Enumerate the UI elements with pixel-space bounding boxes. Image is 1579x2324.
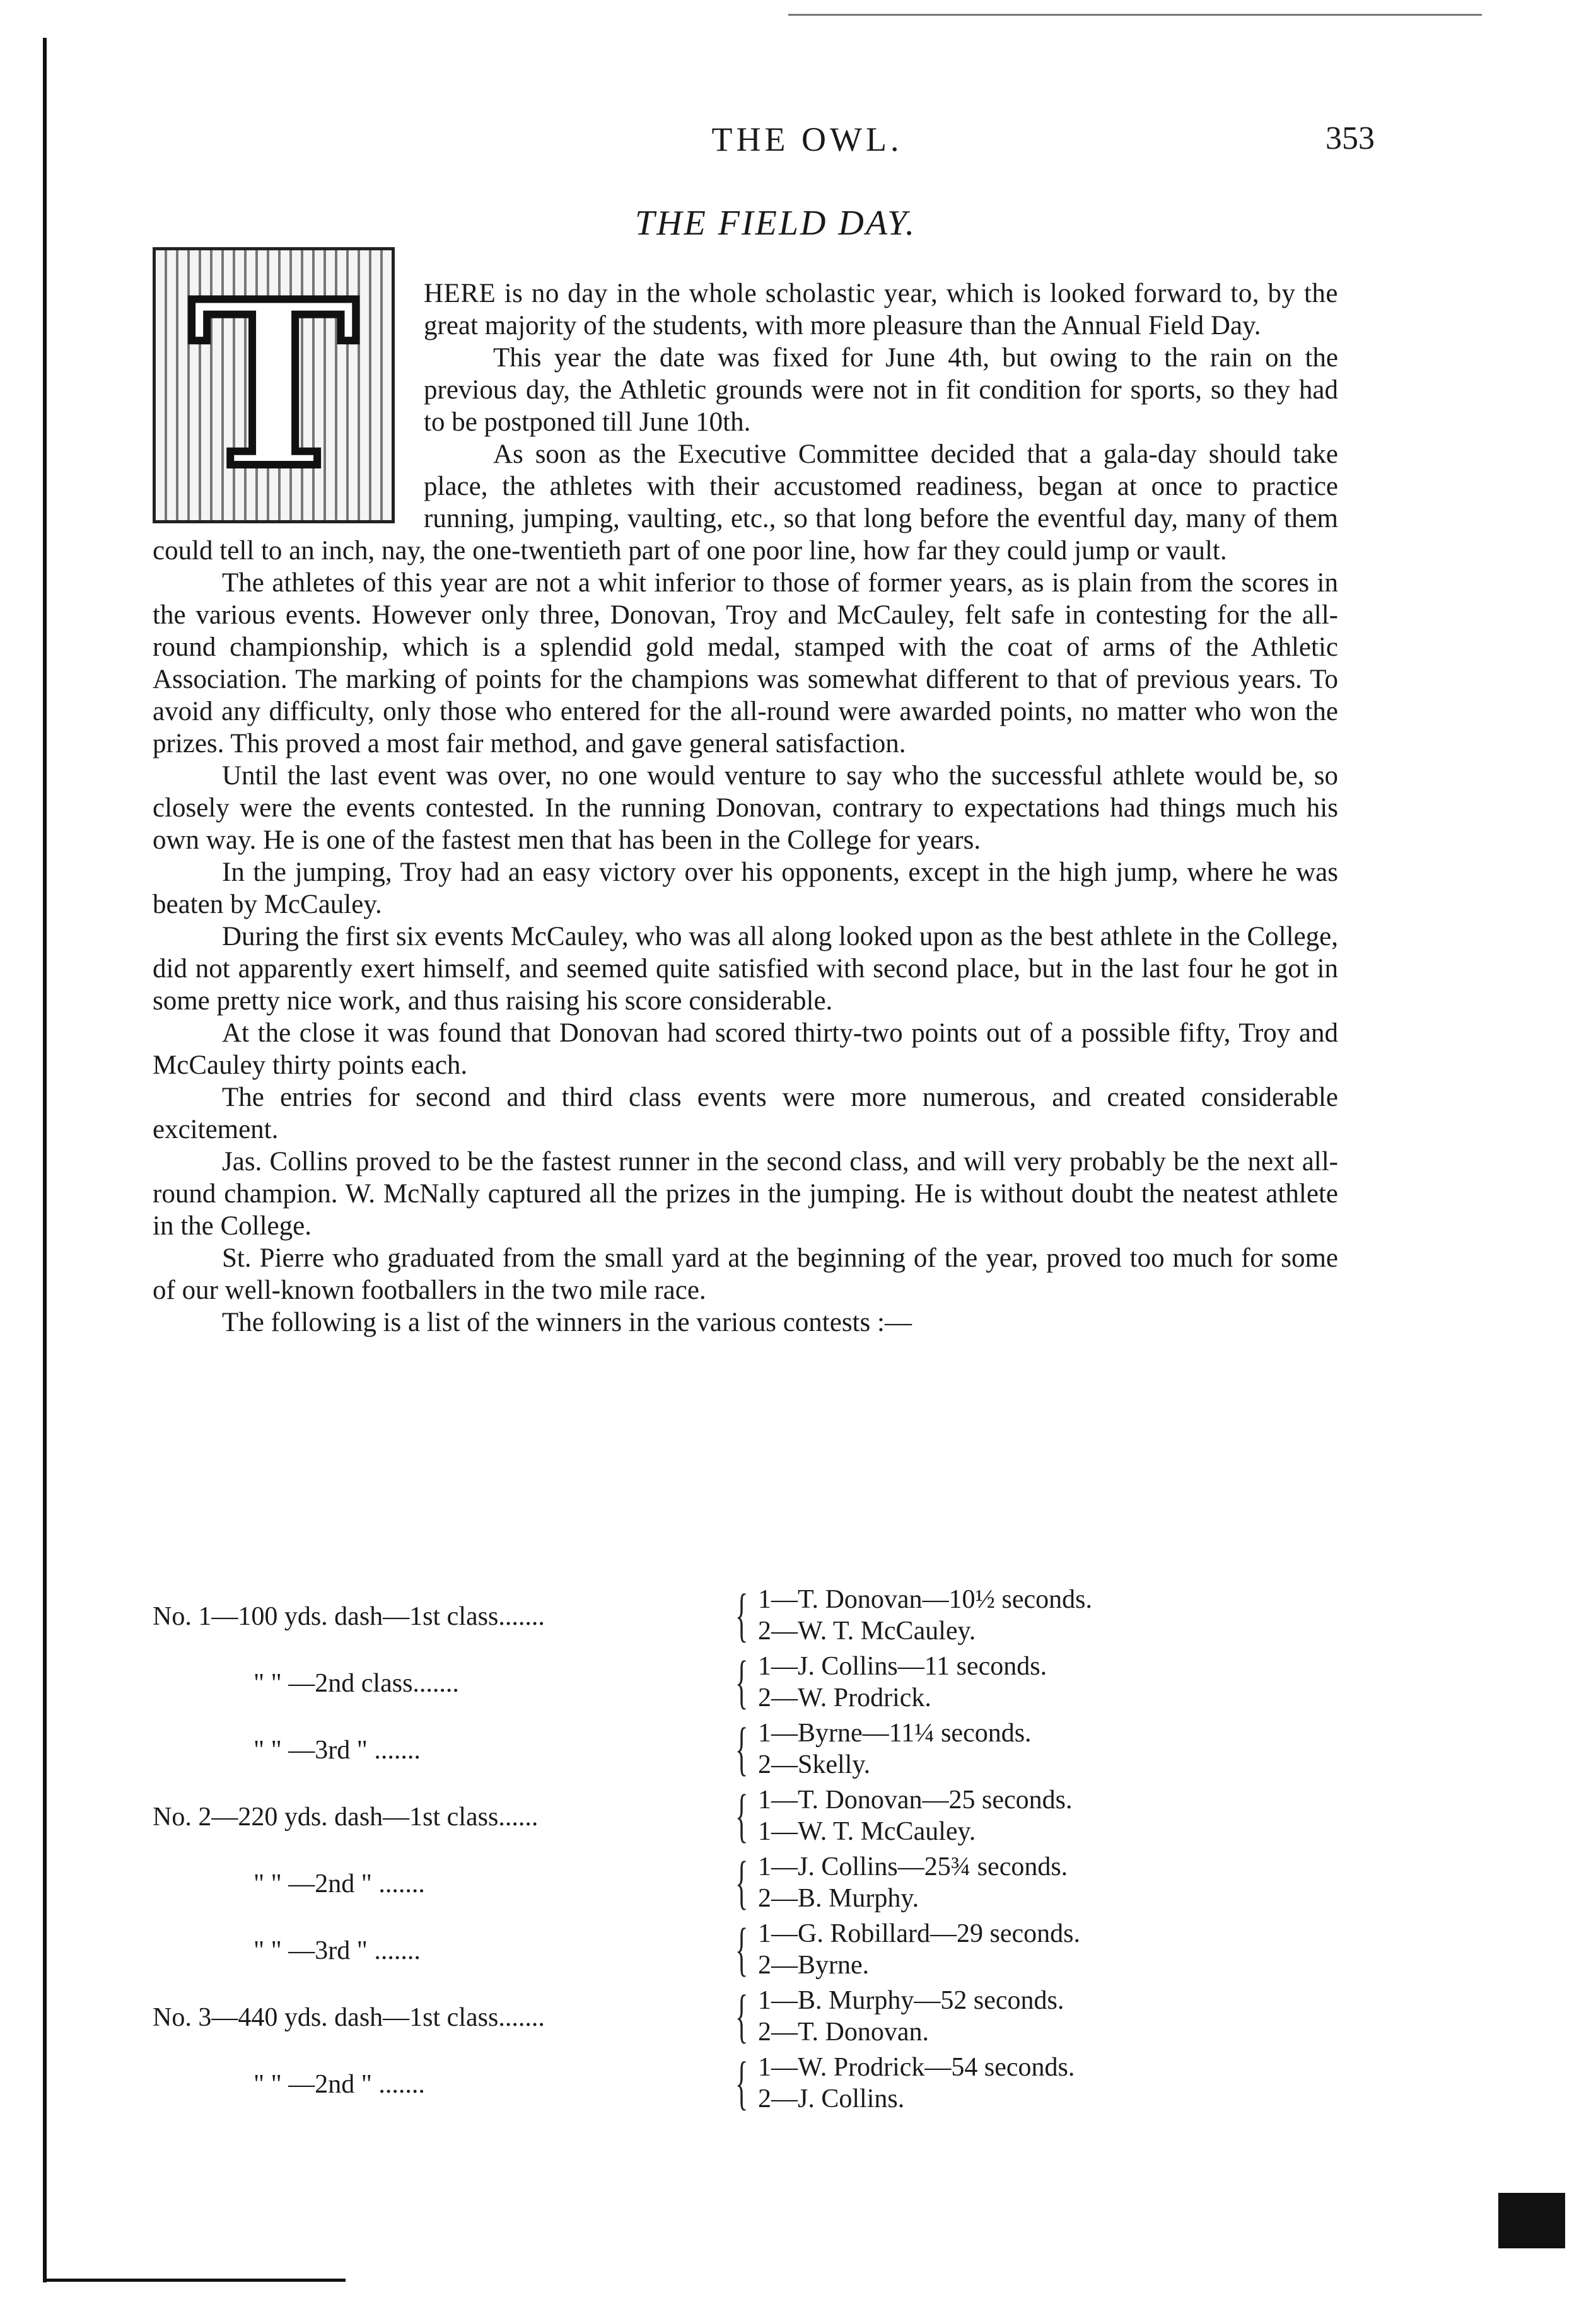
brace-mark: {	[735, 1649, 749, 1715]
drop-cap-spacer	[153, 247, 424, 518]
winners	[758, 2052, 1075, 2115]
paragraph: St. Pierre who graduated from the small yard at the beginning of the year, proved too much for some of our well-known footballers in the two mile race.	[153, 1243, 1338, 1305]
brace-mark: {	[735, 1850, 749, 1915]
event-label: No. 2—220 yds. dash—1st class......	[153, 1803, 539, 1832]
result-row	[153, 1717, 1338, 1784]
brace-mark: {	[735, 1984, 749, 2049]
event-label: No. 1—100 yds. dash—1st class.......	[153, 1602, 545, 1631]
event-label: No. 3—440 yds. dash—1st class.......	[153, 2003, 545, 2032]
winners	[758, 1918, 1080, 1981]
event-label: " " —3rd " .......	[253, 1736, 421, 1765]
winner-line: 2—B. Murphy.	[758, 1884, 919, 1913]
winner-line: 1—W. T. McCauley.	[758, 1817, 976, 1846]
bottom-margin-rule	[43, 2279, 346, 2282]
event-label: " " —2nd " .......	[253, 2070, 425, 2099]
result-row	[153, 1918, 1338, 1985]
result-row	[153, 1651, 1338, 1717]
result-row	[153, 1584, 1338, 1651]
paragraph: During the first six events McCauley, who was all along looked upon as the best athlete in the College, did not apparently exert himself, and seemed quite satisfied with second place, but in the last four he got in some pretty nice work, and thus raising his score considerable.	[153, 922, 1338, 1016]
page-number: 353	[1326, 120, 1375, 156]
winner-line: 1—J. Collins—11 seconds.	[758, 1652, 1047, 1681]
event-label: " " —2nd class.......	[253, 1669, 459, 1698]
brace-mark: {	[735, 1716, 749, 1782]
result-row	[153, 1784, 1338, 1851]
paragraph: Jas. Collins proved to be the fastest runner in the second class, and will very probably be the next all-round champion. W. McNally captured all the prizes in the jumping. He is without doubt the neatest athlete in the College.	[153, 1147, 1338, 1241]
winners	[758, 1717, 1032, 1781]
brace-mark: {	[735, 1583, 749, 1648]
paragraph: At the close it was found that Donovan had scored thirty-two points out of a possible fifty, Troy and McCauley thirty points each.	[153, 1018, 1338, 1080]
winners	[758, 1651, 1047, 1714]
winner-line: 1—Byrne—11¼ seconds.	[758, 1719, 1032, 1748]
winners	[758, 1985, 1064, 2048]
winner-line: 1—G. Robillard—29 seconds.	[758, 1919, 1080, 1948]
brace-mark: {	[735, 1917, 749, 1982]
result-row	[153, 2052, 1338, 2118]
top-rule	[788, 14, 1482, 16]
winner-line: 1—T. Donovan—10½ seconds.	[758, 1585, 1092, 1614]
winners	[758, 1584, 1092, 1647]
paragraph: The athletes of this year are not a whit inferior to those of former years, as is plain from the scores in the various events. However only three, Donovan, Troy and McCauley, felt safe in contesting for the all-round championship, which is a splendid gold medal, stamped with the coat of arms of the Athletic Association. The marking of points for the champions was somewhat different to that of previous years. To avoid any difficulty, only those who entered for the all-round were awarded points, no matter who won the prizes. This proved a most fair method, and gave general satisfaction.	[153, 568, 1338, 758]
winner-line: 2—W. Prodrick.	[758, 1683, 931, 1712]
paragraph: As soon as the Executive Committee decided that a gala-day should take place, the athletes with their accustomed readiness, began at once to practice running, jumping, vaulting, etc., so that long before the eventful day, many of them could tell to an inch, nay, the one-twentieth part of one poor line, how far they could jump or vault.	[153, 439, 1338, 566]
winners	[758, 1851, 1068, 1914]
result-row	[153, 1851, 1338, 1918]
paragraph: HERE is no day in the whole scholastic year, which is looked forward to, by the great majority of the students, with more pleasure than the Annual Field Day.	[424, 279, 1338, 340]
edge-ink-blot	[1498, 2193, 1565, 2248]
brace-mark: {	[735, 2050, 749, 2116]
paragraph: In the jumping, Troy had an easy victory over his opponents, except in the high jump, where he was beaten by McCauley.	[153, 857, 1338, 919]
result-row	[153, 1985, 1338, 2052]
results-list	[153, 1584, 1338, 2118]
running-title: THE OWL.	[711, 120, 903, 158]
winner-line: 1—T. Donovan—25 seconds.	[758, 1786, 1073, 1815]
paragraph: Until the last event was over, no one would venture to say who the successful athlete would be, so closely were the events contested. In the running Donovan, contrary to expectations had things much his own way. He is one of the fastest men that has been in the College for years.	[153, 761, 1338, 855]
winner-line: 1—W. Prodrick—54 seconds.	[758, 2053, 1075, 2082]
winners	[758, 1784, 1072, 1847]
event-label: " " —3rd " .......	[253, 1936, 421, 1965]
winner-line: 2—W. T. McCauley.	[758, 1617, 976, 1646]
paragraph: The entries for second and third class events were more numerous, and created considerable excitement.	[153, 1083, 1338, 1144]
brace-mark: {	[735, 1783, 749, 1849]
paragraph: The following is a list of the winners in the various contests :—	[222, 1308, 912, 1337]
winner-line: 2—Byrne.	[758, 1951, 870, 1980]
event-label: " " —2nd " .......	[253, 1869, 425, 1898]
winner-line: 1—J. Collins—25¾ seconds.	[758, 1852, 1068, 1881]
article-title: THE FIELD DAY.	[634, 204, 916, 243]
drop-cap-letter: T	[189, 252, 358, 518]
winner-line: 2—J. Collins.	[758, 2084, 905, 2113]
winner-line: 2—Skelly.	[758, 1750, 871, 1779]
winner-line: 2—T. Donovan.	[758, 2018, 929, 2047]
left-margin-rule	[43, 38, 47, 2282]
article-body	[153, 277, 1338, 1339]
paragraph: This year the date was fixed for June 4th, but owing to the rain on the previous day, the Athletic grounds were not in fit condition for sports, so they had to be postponed till June 10th.	[424, 343, 1338, 437]
winner-line: 1—B. Murphy—52 seconds.	[758, 1986, 1064, 2015]
